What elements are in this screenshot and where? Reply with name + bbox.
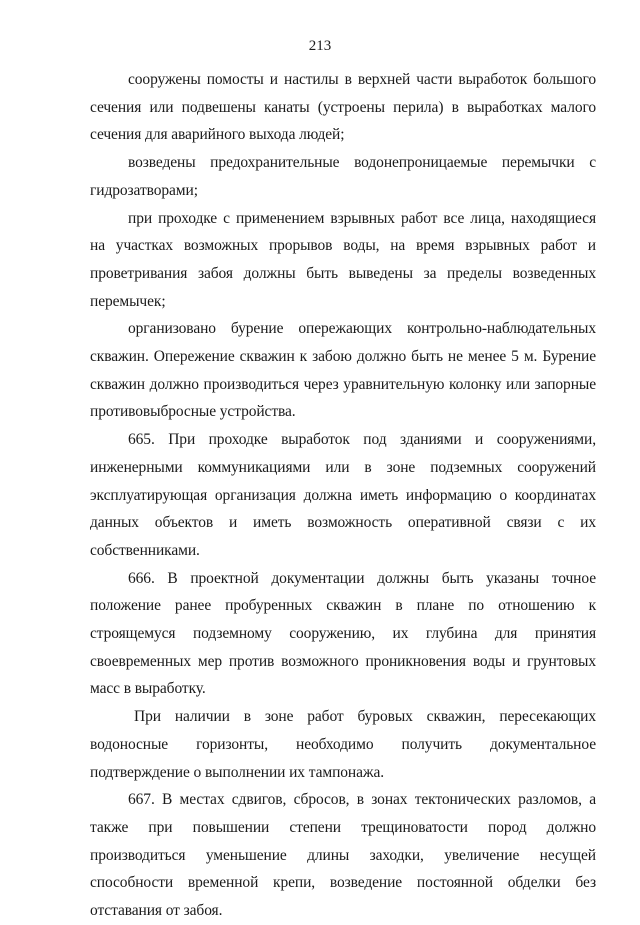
paragraph-667: 667. В местах сдвигов, сбросов, в зонах тектонических разломов, а также при повышении степени трещиноватости пород должно производиться уменьшение длины заходки, увеличение несущей способности временной крепи, возведение постоянной обделки без отставания от забоя.	[90, 791, 596, 920]
paragraph-665: 665. При проходке выработок под зданиями и сооружениями, инженерными коммуникациями или в зоне подземных сооружений эксплуатирующая организация должна иметь информацию о координатах данных объектов и иметь возможность оперативной связи с их собственниками.	[90, 431, 596, 559]
paragraph-3: при проходке с применением взрывных работ все лица, находящиеся на участках возможных прорывов воды, на время взрывных работ и проветривания забоя должны быть выведены за пределы возведенных перемычек;	[90, 209, 596, 310]
paragraph-1: сооружены помосты и настилы в верхней части выработок большого сечения или подвешены канаты (устроены перила) в выработках малого сечения для аварийного выхода людей;	[90, 71, 596, 144]
document-body	[90, 66, 596, 925]
paragraph-666-continuation: При наличии в зоне работ буровых скважин, пересекающих водоносные горизонты, необходимо получить документальное подтверждение о выполнении их тампонажа.	[90, 708, 596, 781]
paragraph-2: возведены предохранительные водонепроницаемые перемычки с гидрозатворами;	[90, 154, 596, 199]
paragraph-4: организовано бурение опережающих контрольно-наблюдательных скважин. Опережение скважин к забою должно быть не менее 5 м. Бурение скважин должно производиться через уравнительную колонку или запорные противовыбросные устройства.	[90, 320, 596, 421]
paragraph-666: 666. В проектной документации должны быть указаны точное положение ранее пробуренных скважин в плане по отношению к строящемуся подземному сооружению, их глубина для принятия своевременных мер против возможного проникновения воды и грунтовых масс в выработку.	[90, 569, 596, 698]
page-number: 213	[308, 38, 332, 54]
